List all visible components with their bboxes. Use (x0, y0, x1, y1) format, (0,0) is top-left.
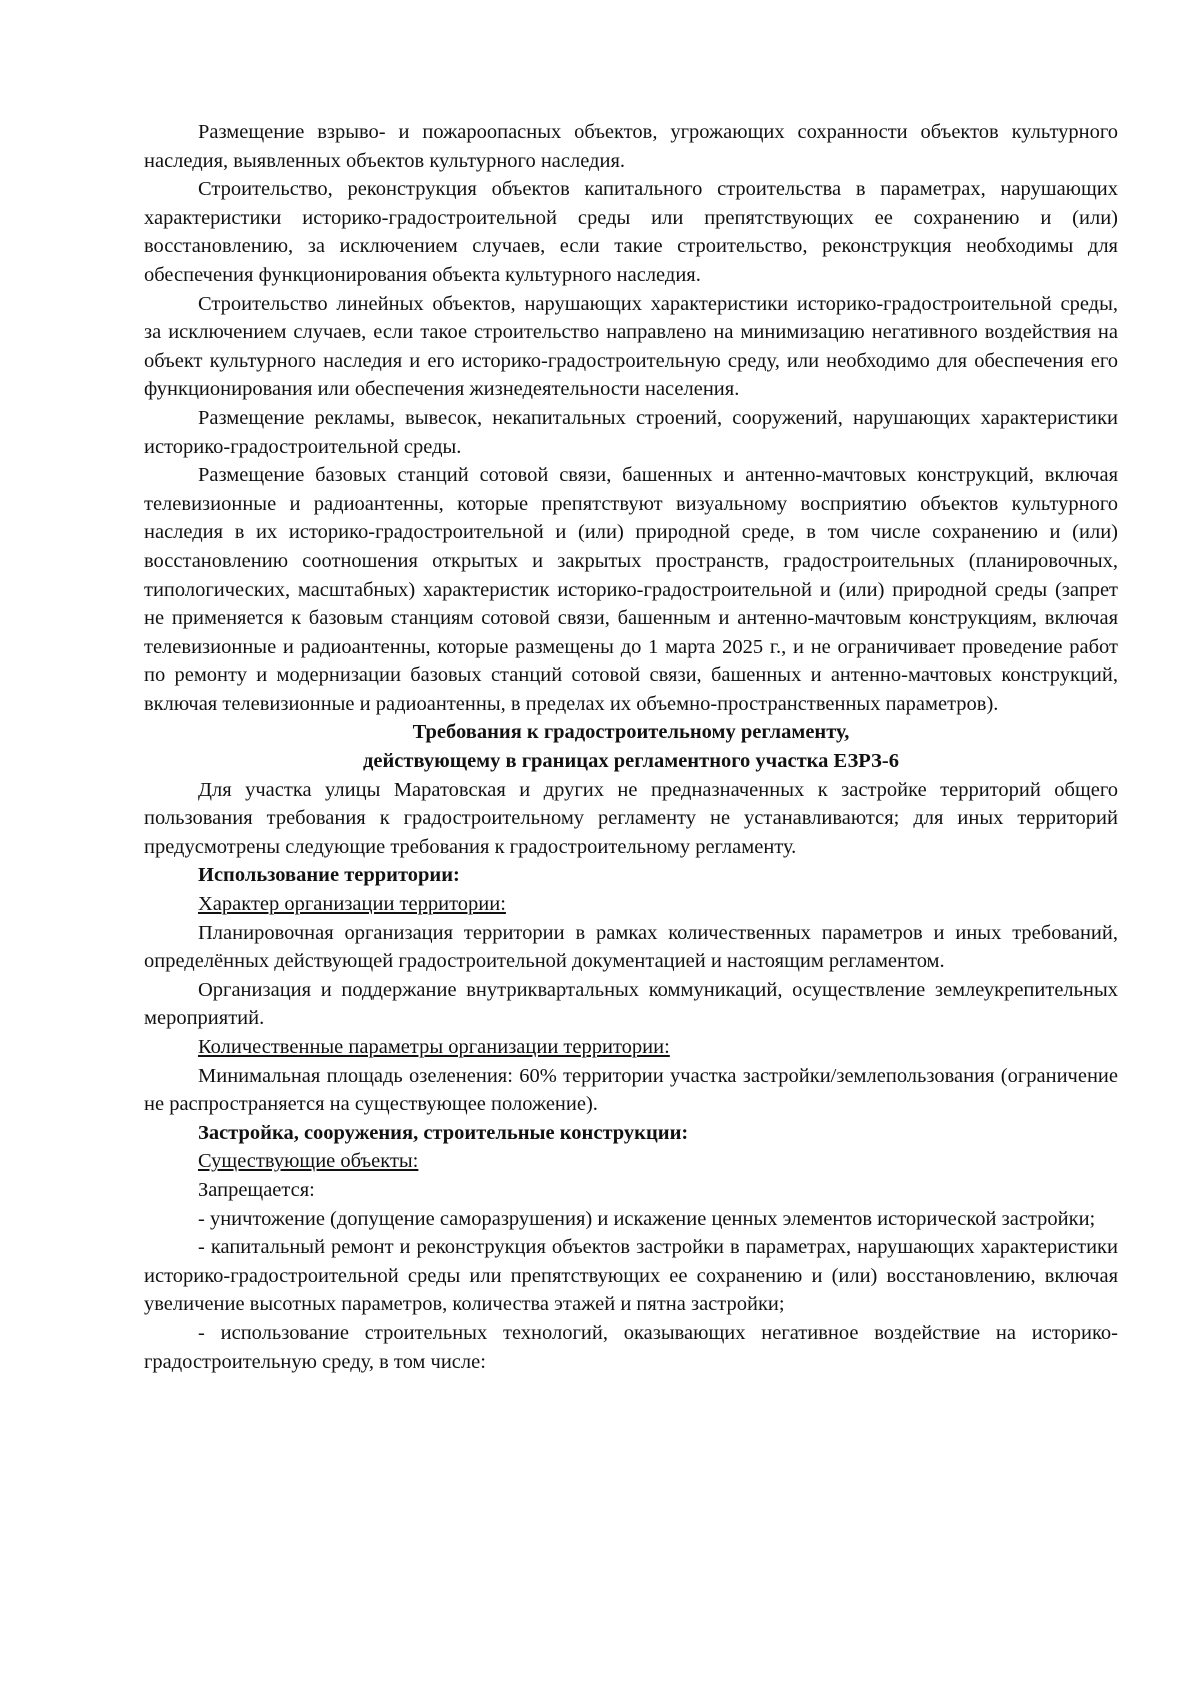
section-heading-line-2: действующему в границах регламентного участка ЕЗРЗ-6 (363, 750, 899, 773)
paragraph-greening: Минимальная площадь озеленения: 60% территории участка застройки/землепользования (ограничение не распространяется на существующее положение). (144, 1064, 1118, 1116)
prohibited-item-capital-repair: - капитальный ремонт и реконструкция объектов застройки в параметрах, нарушающих характеристики историко-градостроительной среды или препятствующих ее сохранению и (или) восстановлению, включая увеличение высотных параметров, количества этажей и пятна застройки; (144, 1236, 1118, 1316)
paragraph-linear-objects: Строительство линейных объектов, нарушающих характеристики историко-градостроительной среды, за исключением случаев, если такое строительство направлено на минимизацию негативного воздействия на объект культурного наследия и его историко-градостроительную среду, или необходимо для обеспечения его функционирования или обеспечения жизнедеятельности населения. (144, 292, 1118, 401)
subheading-org-character: Характер организации территории: (198, 893, 506, 916)
subheading-existing-objects: Существующие объекты: (198, 1150, 419, 1173)
paragraph-capital-construction: Строительство, реконструкция объектов капитального строительства в параметрах, нарушающих характеристики историко-градостроительной среды или препятствующих ее сохранению и (или) восстановлению, за исключением случаев, если такие строительство, реконструкция необходимы для обеспечения функционирования объекта культурного наследия. (144, 178, 1118, 286)
paragraph-explosive-objects: Размещение взрыво- и пожароопасных объектов, угрожающих сохранности объектов культурного наследия, выявленных объектов культурного наследия. (144, 121, 1118, 172)
paragraph-planning-org: Планировочная организация территории в рамках количественных параметров и иных требований, определённых действующей градостроительной документацией и настоящим регламентом. (144, 921, 1118, 973)
subheading-territory-use: Использование территории: (198, 864, 460, 887)
paragraph-intro: Для участка улицы Маратовская и других не предназначенных к застройке территорий общего пользования требования к градостроительному регламенту не устанавливаются; для иных территорий предусмотрены следующие требования к градостроительному регламенту. (144, 778, 1118, 858)
prohibited-item-technologies: - использование строительных технологий, оказывающих негативное воздействие на историко-градостроительную среду, в том числе: (144, 1321, 1118, 1373)
prohibited-item-destruction: - уничтожение (допущение саморазрушения) и искажение ценных элементов исторической застройки; (198, 1207, 1096, 1230)
paragraph-communications: Организация и поддержание внутриквартальных коммуникаций, осуществление землеукрепительных мероприятий. (144, 978, 1118, 1030)
paragraph-advertising: Размещение рекламы, вывесок, некапитальных строений, сооружений, нарушающих характеристики историко-градостроительной среды. (144, 406, 1118, 458)
paragraph-base-stations: Размещение базовых станций сотовой связи, башенных и антенно-мачтовых конструкций, включая телевизионные и радиоантенны, которые препятствуют визуальному восприятию объектов культурного наследия в их историко-градостроительной и (или) природной среде, в том числе сохранению и (или) восстановлению соотношения открытых и закрытых пространств, градостроительных (планировочных, типологических, масштабных) характеристик историко-градостроительной и (или) природной среды (запрет не применяется к базовым станциям сотовой связи, башенным и антенно-мачтовым конструкциям, включая телевизионные и радиоантенны, которые размещены до 1 марта 2025 г., и не ограничивает проведение работ по ремонту и модернизации базовых станций сотовой связи, башенных и антенно-мачтовых конструкций, включая телевизионные и радиоантенны, в пределах их объемно-пространственных параметров). (144, 464, 1118, 715)
document-page (144, 118, 1118, 1376)
subheading-quant-params: Количественные параметры организации территории: (198, 1036, 670, 1058)
subheading-construction: Застройка, сооружения, строительные конструкции: (198, 1121, 689, 1144)
prohibited-label: Запрещается: (198, 1178, 315, 1201)
section-heading-line-1: Требования к градостроительному регламенту, (412, 721, 850, 744)
